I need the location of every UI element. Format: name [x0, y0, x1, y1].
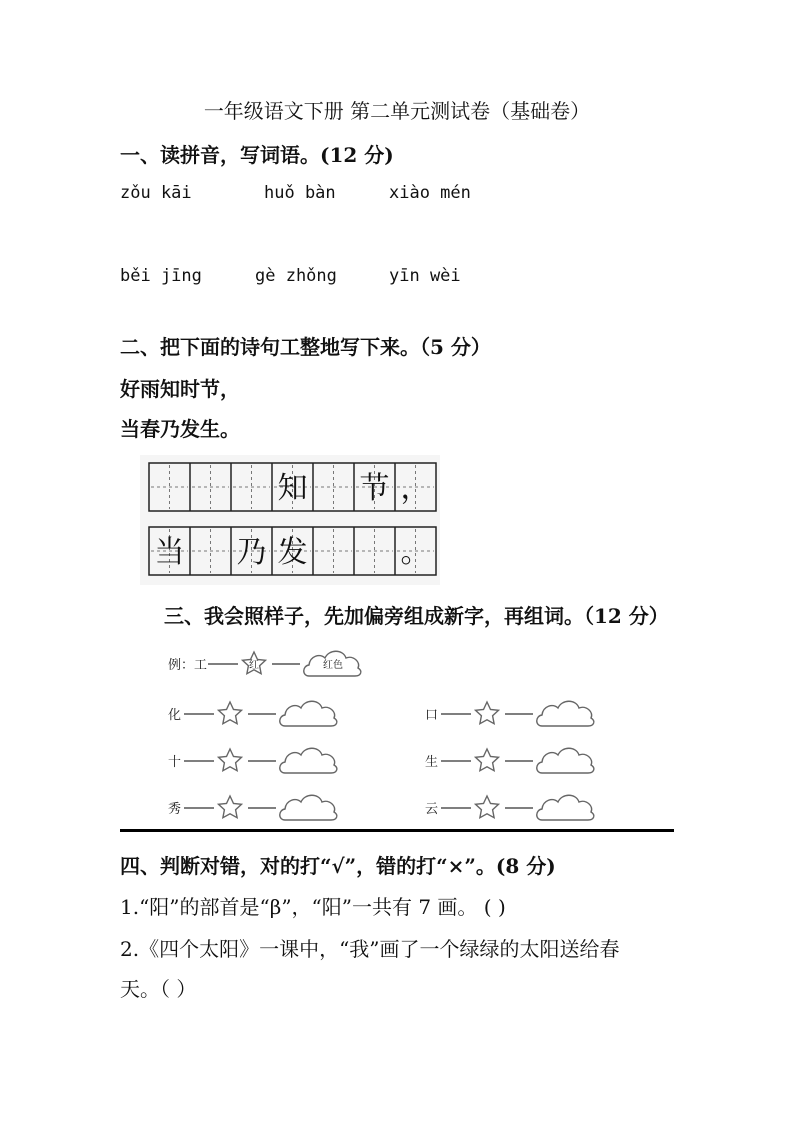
pinyin-item: běi jīng: [120, 266, 202, 286]
grid-char: 知: [277, 471, 308, 506]
pinyin-item: zǒu kāi: [120, 183, 192, 203]
writing-grid: [140, 455, 440, 585]
example-word: 红色: [323, 660, 343, 671]
radical-base-char: 生: [425, 755, 439, 770]
star-icon: [476, 702, 499, 724]
poem-line-2: 当春乃发生。: [120, 417, 240, 441]
pinyin-item: gè zhǒng: [255, 266, 337, 286]
grid-char: ，: [400, 471, 431, 506]
section2-heading: 二、把下面的诗句工整地写下来。（5 分）: [120, 335, 491, 359]
cloud-icon: [280, 795, 337, 820]
question-1: 1.“阳”的部首是“β”，“阳”一共有 7 画。 ( ): [120, 895, 506, 919]
page-title: 一年级语文下册 第二单元测试卷（基础卷）: [203, 99, 591, 123]
divider: [120, 829, 674, 832]
star-icon: [219, 749, 242, 771]
cloud-icon: [280, 748, 337, 773]
pinyin-item: yīn wèi: [389, 266, 461, 286]
cloud-icon: [537, 701, 594, 726]
radical-base-char: 云: [425, 802, 439, 817]
section3-heading: 三、我会照样子，先加偏旁组成新字，再组词。（12 分）: [164, 604, 669, 628]
pinyin-item: huǒ bàn: [264, 183, 336, 203]
star-icon: [219, 796, 242, 818]
pinyin-item: xiào mén: [389, 183, 471, 203]
cloud-icon: [537, 795, 594, 820]
star-icon: [476, 796, 499, 818]
grid-char: 发: [277, 535, 308, 570]
example-label: 例：工: [168, 658, 208, 673]
star-icon: [476, 749, 499, 771]
radical-base-char: 化: [168, 708, 182, 723]
cloud-icon: [537, 748, 594, 773]
grid-char: 乃: [236, 535, 267, 570]
radical-base-char: 秀: [168, 802, 182, 817]
grid-char: 。: [400, 535, 431, 570]
example-char: 红: [249, 660, 259, 671]
radical-exercise: [150, 638, 675, 828]
grid-char: 节: [359, 471, 390, 506]
section1-heading: 一、读拼音，写词语。(12 分): [120, 143, 394, 167]
radical-base-char: 口: [425, 708, 439, 723]
question-2-line-1: 2.《四个太阳》一课中，“我”画了一个绿绿的太阳送给春: [120, 937, 620, 961]
grid-char: 当: [154, 535, 185, 570]
star-icon: [219, 702, 242, 724]
question-2-line-2: 天。（ ）: [120, 977, 197, 1001]
section4-heading: 四、判断对错，对的打“√”，错的打“×”。(8 分): [120, 854, 556, 878]
radical-base-char: 十: [168, 755, 182, 770]
cloud-icon: [280, 701, 337, 726]
poem-line-1: 好雨知时节，: [120, 377, 240, 401]
